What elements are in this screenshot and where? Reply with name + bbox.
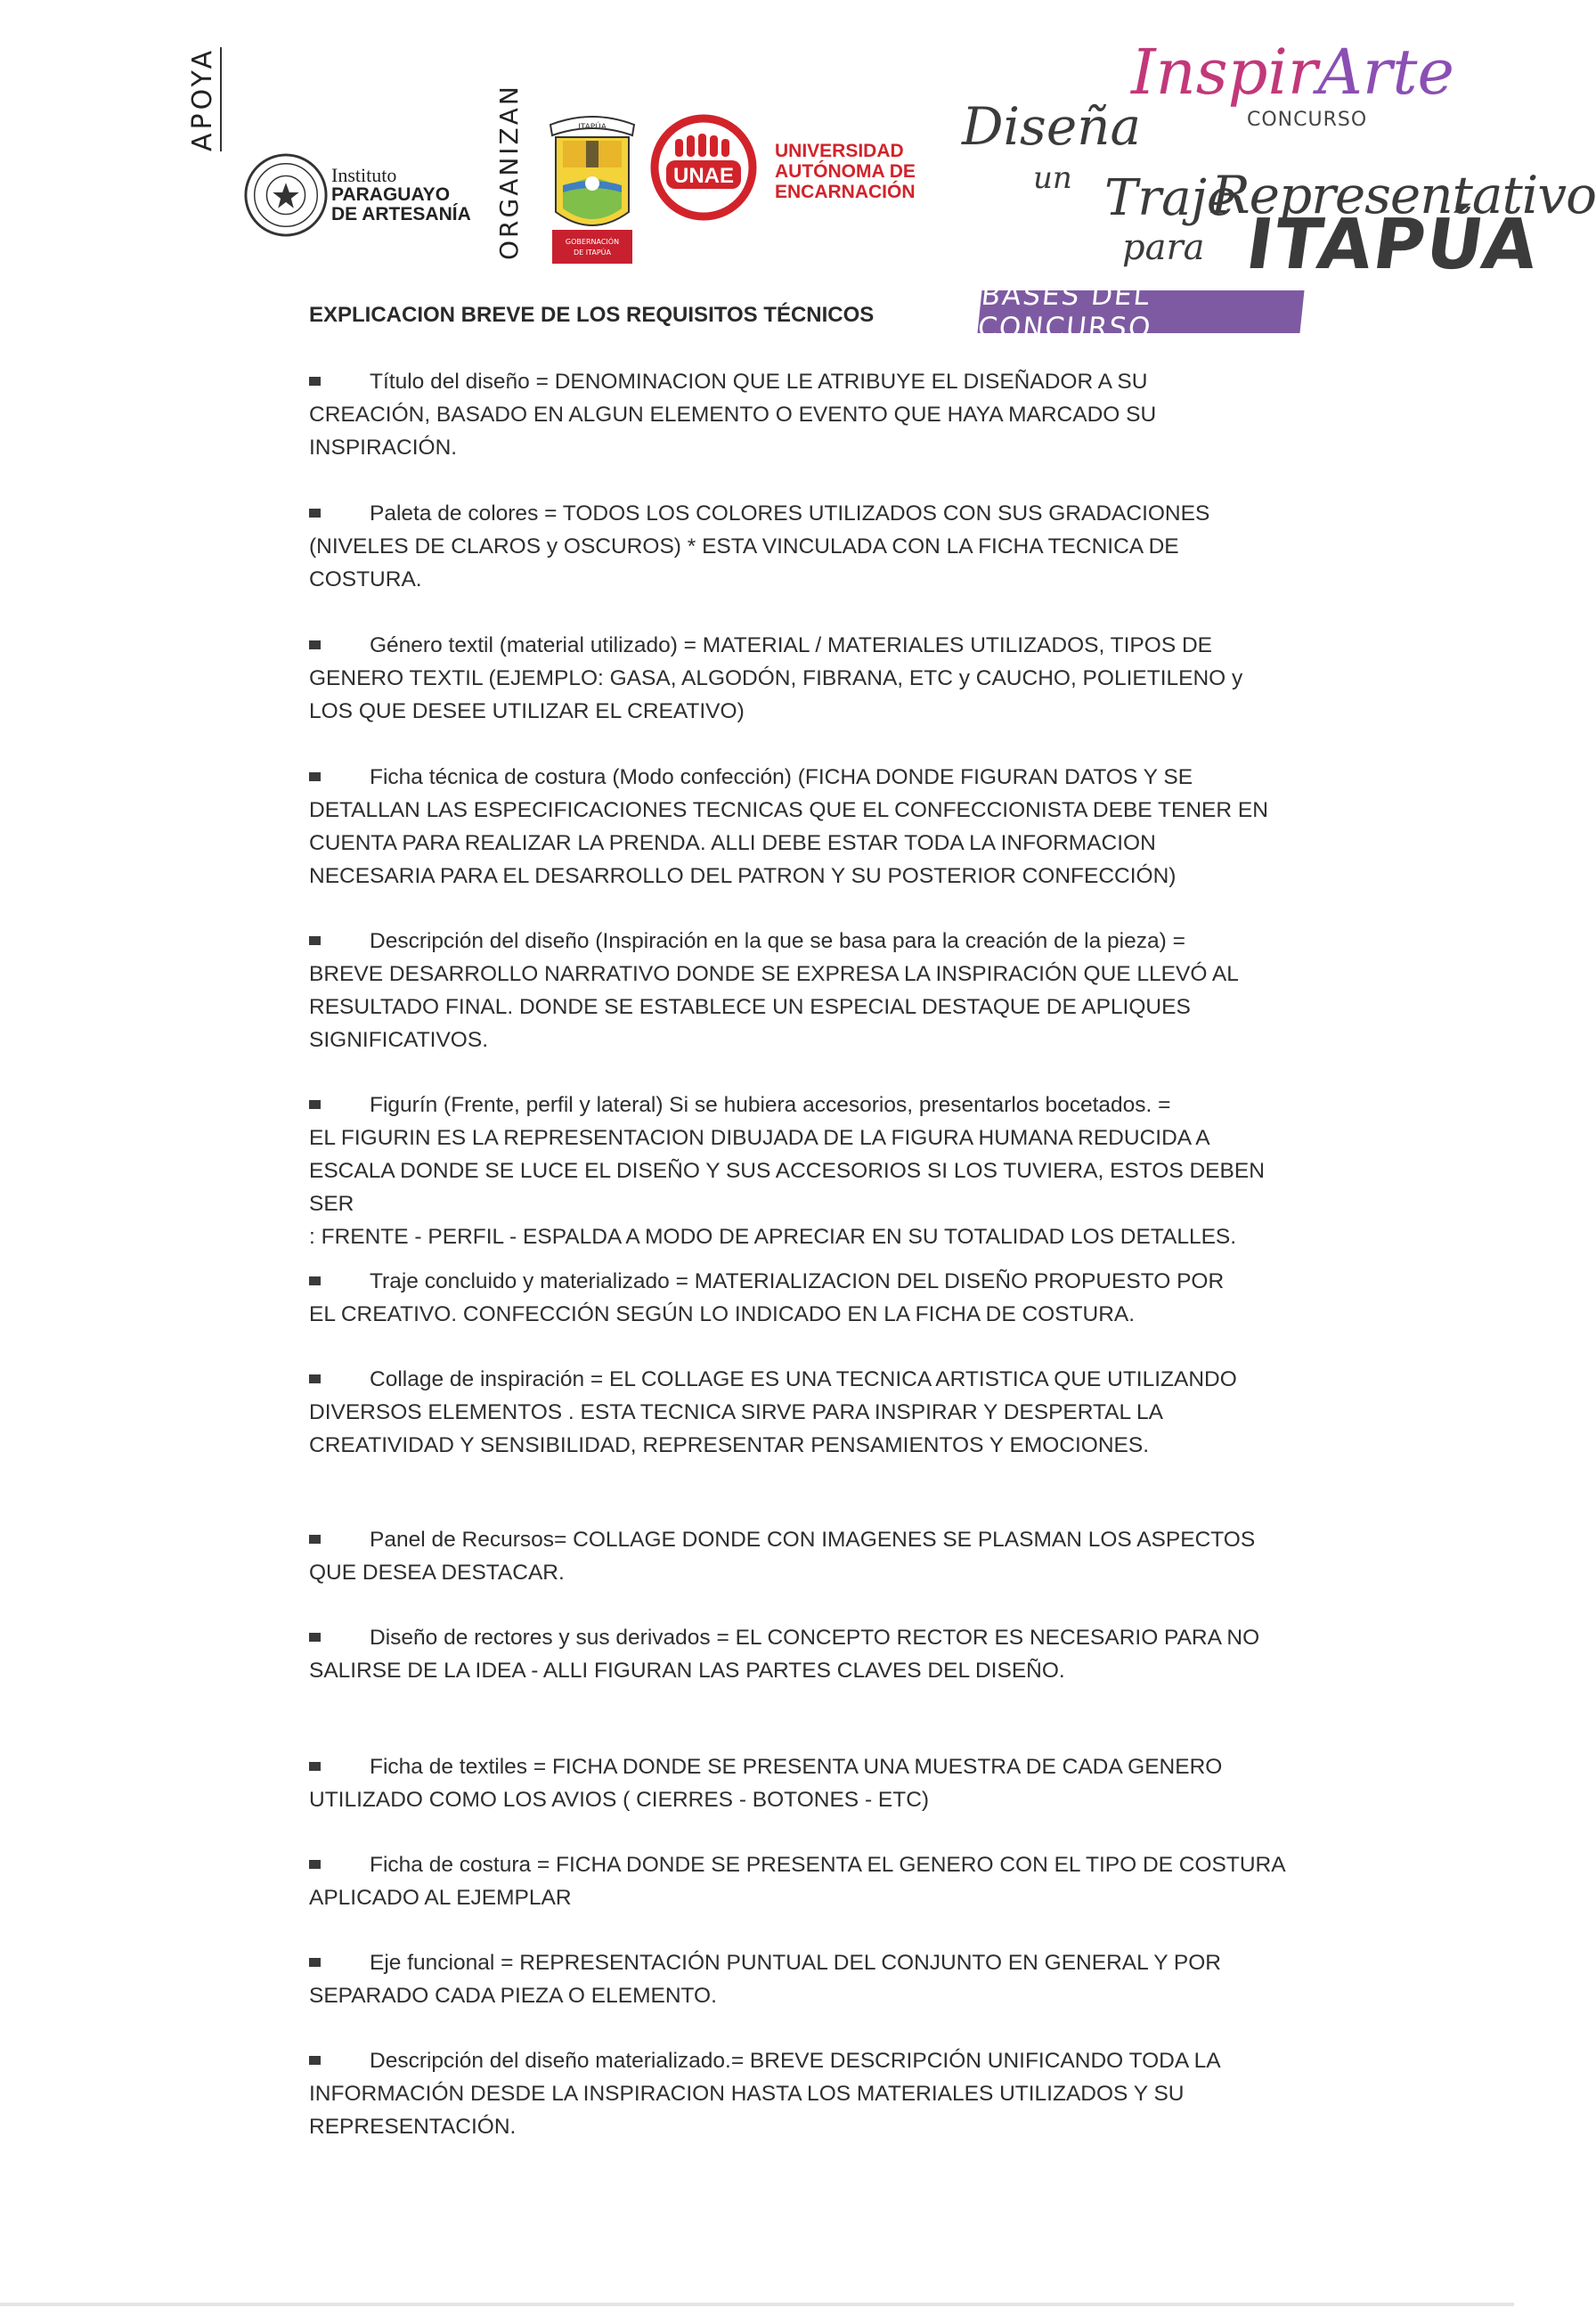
- requirement-item: [309, 1089, 1315, 1253]
- bases-del-concurso-banner: BASES DEL CONCURSO: [977, 290, 1304, 333]
- square-bullet-icon: [309, 936, 321, 945]
- square-bullet-icon: [309, 509, 321, 518]
- para-text: para: [1122, 227, 1205, 268]
- gobernacion-top-text: ITAPÚA: [578, 123, 607, 132]
- inspirarte-logo: [1131, 36, 1454, 109]
- requirement-text: BREVE DESARROLLO NARRATIVO DONDE SE EXPRESA LA INSPIRACIÓN QUE LLEVÓ AL: [309, 962, 1239, 986]
- requirement-line: [309, 530, 1315, 563]
- disena-text: Diseña: [962, 96, 1142, 157]
- requirement-line: [309, 1220, 1315, 1253]
- requirement-text: Collage de inspiración = EL COLLAGE ES UNA TECNICA ARTISTICA QUE UTILIZANDO: [370, 1367, 1237, 1391]
- square-bullet-icon: [309, 1100, 321, 1109]
- traje-text: Traje: [1104, 169, 1237, 227]
- requirement-text: COSTURA.: [309, 567, 422, 591]
- requirement-item: [309, 2044, 1315, 2143]
- requirement-item: [309, 629, 1315, 728]
- representativo-text: Representativo: [1211, 165, 1596, 225]
- unae-wordmark: [775, 141, 916, 202]
- requirement-text: Ficha técnica de costura (Modo confección) (FICHA DONDE FIGURAN DATOS Y SE: [370, 765, 1193, 789]
- requirement-text: ESCALA DONDE SE LUCE EL DISEÑO Y SUS ACCESORIOS SI LOS TUVIERA, ESTOS DEBEN SER: [309, 1159, 1265, 1216]
- requirement-line: [309, 1265, 1315, 1298]
- unae-line2: AUTÓNOMA DE: [775, 161, 916, 182]
- requirement-line: [309, 1298, 1315, 1331]
- ipa-line2: PARAGUAYO: [331, 184, 451, 205]
- square-bullet-icon: [309, 1535, 321, 1544]
- requirement-line: [309, 958, 1315, 991]
- requirement-line: [309, 1848, 1315, 1881]
- requirement-line: [309, 1363, 1315, 1396]
- requirement-text: CREATIVIDAD Y SENSIBILIDAD, REPRESENTAR PENSAMIENTOS Y EMOCIONES.: [309, 1433, 1150, 1457]
- requirement-line: [309, 1556, 1315, 1589]
- requirement-line: [309, 365, 1315, 398]
- square-bullet-icon: [309, 640, 321, 649]
- requirement-text: NECESARIA PARA EL DESARROLLO DEL PATRON Y SU POSTERIOR CONFECCIÓN): [309, 864, 1177, 888]
- square-bullet-icon: [309, 772, 321, 781]
- ipa-line1: Instituto: [331, 164, 397, 186]
- requirement-item: [309, 1363, 1315, 1462]
- requirement-text: RESULTADO FINAL. DONDE SE ESTABLECE UN ESPECIAL DESTAQUE DE APLIQUES: [309, 995, 1191, 1019]
- concurso-text: CONCURSO: [1247, 109, 1368, 131]
- square-bullet-icon: [309, 377, 321, 386]
- requirement-text: DIVERSOS ELEMENTOS . ESTA TECNICA SIRVE PARA INSPIRAR Y DESPERTAL LA: [309, 1400, 1164, 1424]
- unae-line1: UNIVERSIDAD: [775, 141, 904, 161]
- requirement-text: Ficha de costura = FICHA DONDE SE PRESENTA EL GENERO CON EL TIPO DE COSTURA: [370, 1853, 1286, 1877]
- requirement-line: [309, 1783, 1315, 1816]
- unae-logo: [650, 114, 757, 221]
- requirement-text: EL FIGURIN ES LA REPRESENTACION DIBUJADA DE LA FIGURA HUMANA REDUCIDA A: [309, 1126, 1210, 1150]
- requirement-line: [309, 761, 1315, 794]
- requirement-text: Descripción del diseño materializado.= BREVE DESCRIPCIÓN UNIFICANDO TODA LA: [370, 2049, 1221, 2073]
- requirement-line: [309, 1121, 1315, 1154]
- square-bullet-icon: [309, 1860, 321, 1869]
- inspir-text: Inspir: [1131, 36, 1318, 109]
- requirement-line: [309, 827, 1315, 860]
- requirement-text: : FRENTE - PERFIL - ESPALDA A MODO DE APRECIAR EN SU TOTALIDAD LOS DETALLES.: [309, 1225, 1237, 1249]
- ipa-seal-logo: [242, 151, 330, 239]
- requirement-text: Eje funcional = REPRESENTACIÓN PUNTUAL DEL CONJUNTO EN GENERAL Y POR: [370, 1951, 1222, 1975]
- requirement-text: Descripción del diseño (Inspiración en la que se basa para la creación de la pieza) =: [370, 929, 1185, 953]
- requirement-line: [309, 860, 1315, 893]
- requirement-line: [309, 629, 1315, 662]
- apoya-label: [187, 47, 222, 151]
- requirement-text: APLICADO AL EJEMPLAR: [309, 1886, 572, 1910]
- requirement-text: Panel de Recursos= COLLAGE DONDE CON IMAGENES SE PLASMAN LOS ASPECTOS: [370, 1528, 1256, 1552]
- requirement-text: Ficha de textiles = FICHA DONDE SE PRESENTA UNA MUESTRA DE CADA GENERO: [370, 1755, 1223, 1779]
- ipa-wordmark: [331, 166, 471, 224]
- requirement-line: [309, 794, 1315, 827]
- ipa-line3: DE ARTESANÍA: [331, 204, 471, 224]
- requirement-line: [309, 1979, 1315, 2012]
- requirement-text: Diseño de rectores y sus derivados = EL CONCEPTO RECTOR ES NECESARIO PARA NO: [370, 1626, 1260, 1650]
- requirement-text: SALIRSE DE LA IDEA - ALLI FIGURAN LAS PARTES CLAVES DEL DISEÑO.: [309, 1659, 1065, 1683]
- gobernacion-bottom-text-1: GOBERNACIÓN: [565, 238, 620, 246]
- requirement-line: [309, 1154, 1315, 1220]
- requirement-line: [309, 1396, 1315, 1429]
- requirement-text: (NIVELES DE CLAROS y OSCUROS) * ESTA VINCULADA CON LA FICHA TECNICA DE: [309, 534, 1179, 559]
- requirement-line: [309, 1621, 1315, 1654]
- requirement-text: REPRESENTACIÓN.: [309, 2115, 517, 2139]
- gobernacion-crest-logo: [543, 105, 641, 265]
- square-bullet-icon: [309, 1958, 321, 1967]
- requirement-line: [309, 662, 1315, 695]
- requirement-line: [309, 2044, 1315, 2077]
- requirement-line: [309, 1089, 1315, 1121]
- requirement-text: Título del diseño = DENOMINACION QUE LE ATRIBUYE EL DISEÑADOR A SU: [370, 370, 1148, 394]
- requirement-line: [309, 497, 1315, 530]
- requirement-text: DETALLAN LAS ESPECIFICACIONES TECNICAS QUE EL CONFECCIONISTA DEBE TENER EN: [309, 798, 1268, 822]
- requirement-text: Género textil (material utilizado) = MATERIAL / MATERIALES UTILIZADOS, TIPOS DE: [370, 633, 1213, 657]
- requirement-line: [309, 925, 1315, 958]
- requirement-text: INSPIRACIÓN.: [309, 436, 458, 460]
- requirement-line: [309, 1023, 1315, 1056]
- itapua-text: ITAPÚA: [1241, 205, 1544, 285]
- requirement-line: [309, 2110, 1315, 2143]
- un-text: un: [1033, 160, 1072, 196]
- requirement-item: [309, 1523, 1315, 1589]
- requirement-item: [309, 1946, 1315, 2012]
- requirement-item: [309, 761, 1315, 893]
- requirement-text: Figurín (Frente, perfil y lateral) Si se hubiera accesorios, presentarlos bocetados. =: [370, 1093, 1171, 1117]
- unae-line3: ENCARNACIÓN: [775, 182, 916, 202]
- requirement-item: [309, 1621, 1315, 1687]
- requirement-line: [309, 2077, 1315, 2110]
- requirement-line: [309, 431, 1315, 464]
- requirement-text: SEPARADO CADA PIEZA O ELEMENTO.: [309, 1984, 717, 2008]
- apoya-text: APOYA: [187, 46, 218, 151]
- requirement-text: EL CREATIVO. CONFECCIÓN SEGÚN LO INDICADO EN LA FICHA DE COSTURA.: [309, 1302, 1136, 1326]
- requirement-text: Traje concluido y materializado = MATERIALIZACION DEL DISEÑO PROPUESTO POR: [370, 1269, 1225, 1293]
- requirement-line: [309, 1881, 1315, 1914]
- requirement-text: INFORMACIÓN DESDE LA INSPIRACION HASTA LOS MATERIALES UTILIZADOS Y SU: [309, 2082, 1185, 2106]
- requirement-line: [309, 1750, 1315, 1783]
- organizan-label: ORGANIZAN: [494, 84, 524, 260]
- requirement-text: CUENTA PARA REALIZAR LA PRENDA. ALLI DEBE ESTAR TODA LA INFORMACION: [309, 831, 1156, 855]
- requirement-line: [309, 1429, 1315, 1462]
- square-bullet-icon: [309, 1633, 321, 1642]
- requirement-item: [309, 1848, 1315, 1914]
- square-bullet-icon: [309, 1276, 321, 1285]
- square-bullet-icon: [309, 1374, 321, 1383]
- requirement-text: LOS QUE DESEE UTILIZAR EL CREATIVO): [309, 699, 745, 723]
- apoya-underline: [220, 47, 222, 151]
- requirement-line: [309, 398, 1315, 431]
- requirement-line: [309, 991, 1315, 1023]
- requirement-line: [309, 1523, 1315, 1556]
- requirement-line: [309, 563, 1315, 596]
- requirement-item: [309, 365, 1315, 464]
- square-bullet-icon: [309, 1762, 321, 1771]
- campaign-title: [953, 36, 1596, 285]
- requirement-line: [309, 695, 1315, 728]
- square-bullet-icon: [309, 2056, 321, 2065]
- section-heading: EXPLICACION BREVE DE LOS REQUISITOS TÉCNICOS: [309, 303, 875, 327]
- requirement-item: [309, 925, 1315, 1056]
- requirement-text: UTILIZADO COMO LOS AVIOS ( CIERRES - BOTONES - ETC): [309, 1788, 930, 1812]
- unae-mark-text: UNAE: [672, 164, 735, 188]
- requirement-text: QUE DESEA DESTACAR.: [309, 1561, 565, 1585]
- requirement-item: [309, 1750, 1315, 1816]
- requirement-text: CREACIÓN, BASADO EN ALGUN ELEMENTO O EVENTO QUE HAYA MARCADO SU: [309, 403, 1157, 427]
- requirement-line: [309, 1946, 1315, 1979]
- requirement-line: [309, 1654, 1315, 1687]
- requirement-item: [309, 1265, 1315, 1331]
- requirement-text: GENERO TEXTIL (EJEMPLO: GASA, ALGODÓN, FIBRANA, ETC y CAUCHO, POLIETILENO y: [309, 666, 1243, 690]
- requirement-item: [309, 497, 1315, 596]
- requirement-text: Paleta de colores = TODOS LOS COLORES UTILIZADOS CON SUS GRADACIONES: [370, 502, 1210, 526]
- gobernacion-bottom-text-2: DE ITAPÚA: [573, 249, 612, 257]
- arte-text: Arte: [1317, 36, 1454, 109]
- requirement-text: SIGNIFICATIVOS.: [309, 1028, 489, 1052]
- scan-edge-line: [0, 2303, 1514, 2306]
